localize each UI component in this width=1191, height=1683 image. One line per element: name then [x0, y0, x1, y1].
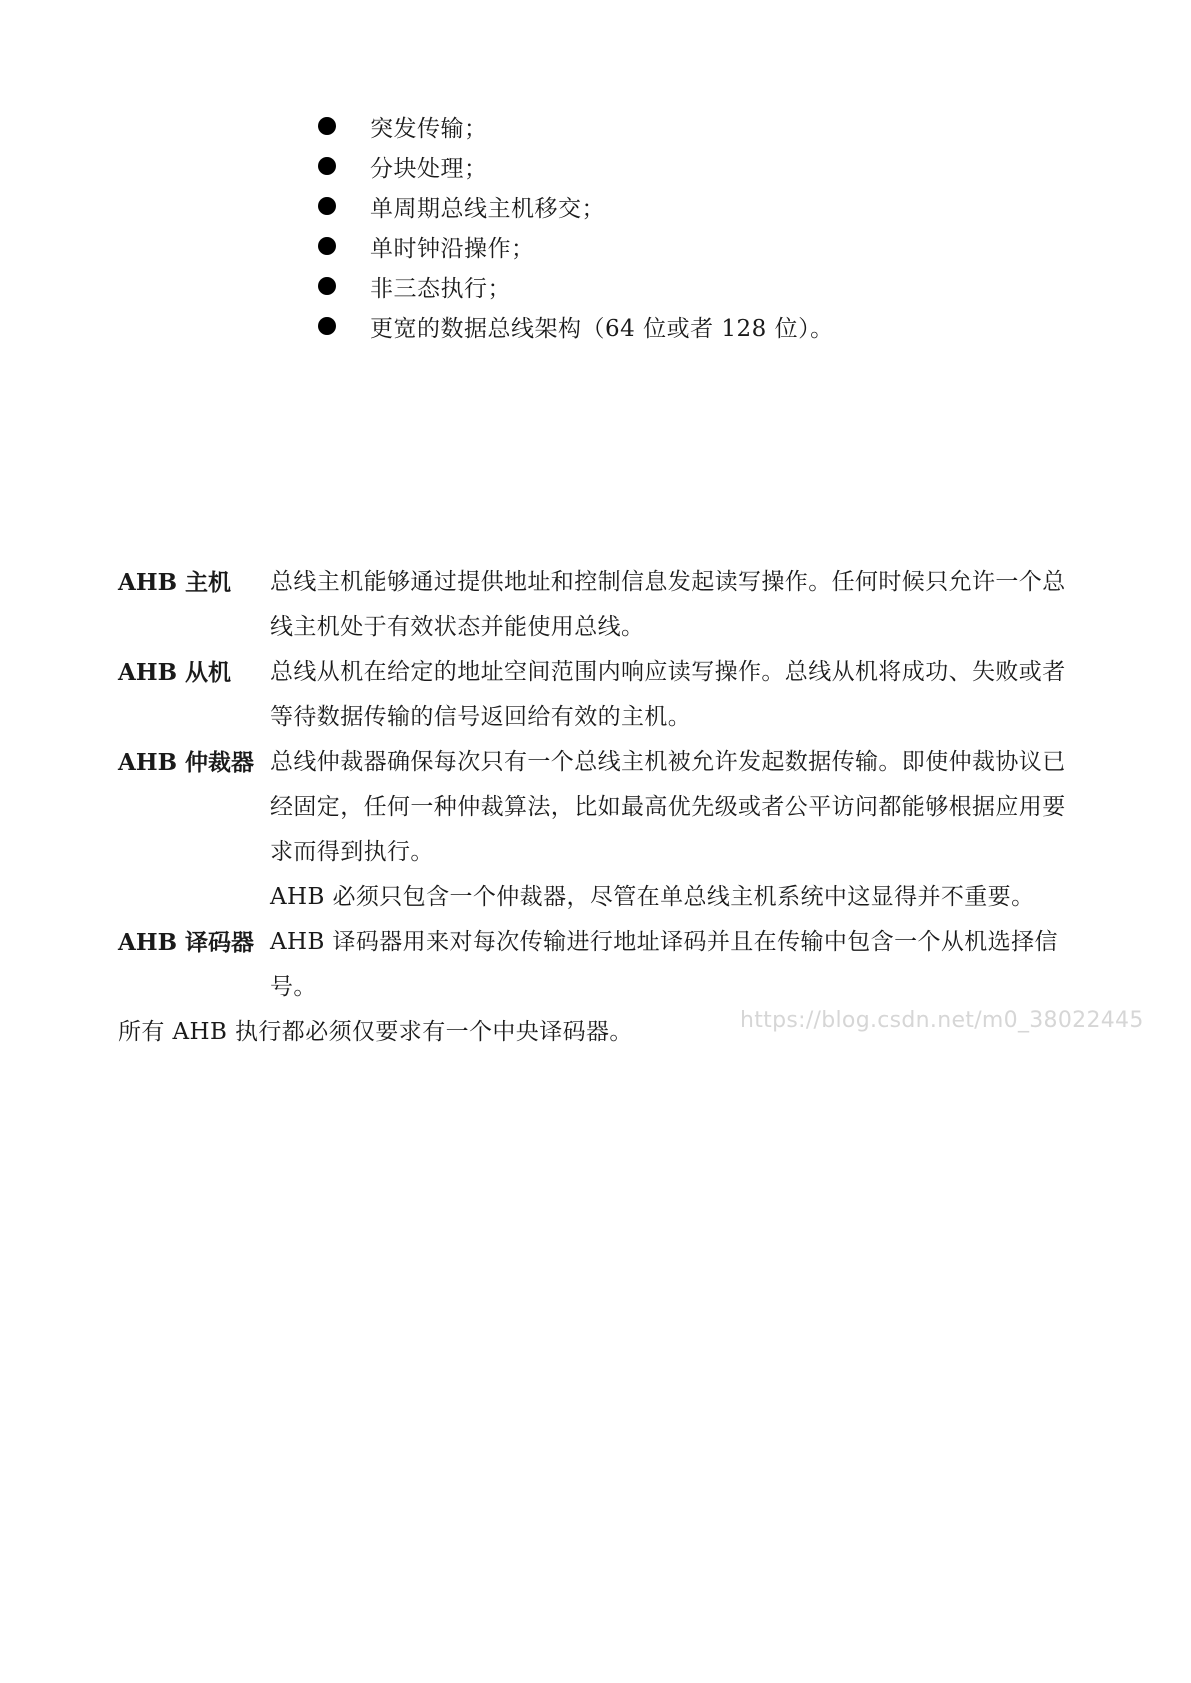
bullet-dot-icon — [318, 117, 336, 135]
definition-description — [270, 560, 1078, 650]
definition-paragraph: 总线仲裁器确保每次只有一个总线主机被允许发起数据传输。即使仲裁协议已经固定，任何一种仲裁算法，比如最高优先级或者公平访问都能够根据应用要求而得到执行。 — [270, 749, 1066, 865]
bullet-dot-icon — [318, 277, 336, 295]
bullet-dot-icon — [318, 237, 336, 255]
bullet-text: 分块处理； — [370, 155, 488, 182]
bullet-text: 突发传输； — [370, 115, 488, 142]
bullet-dot-icon — [318, 157, 336, 175]
bullet-item — [318, 106, 834, 146]
definition-paragraph: 总线从机在给定的地址空间范围内响应读写操作。总线从机将成功、失败或者等待数据传输的信号返回给有效的主机。 — [270, 659, 1066, 730]
definition-term: AHB 从机 — [118, 659, 232, 686]
bullet-text: 单时钟沿操作； — [370, 235, 535, 262]
definition-term: AHB 译码器 — [118, 929, 255, 956]
bullet-item — [318, 226, 834, 266]
bullet-dot-icon — [318, 317, 336, 335]
definition-description — [270, 650, 1078, 740]
bullet-text: 更宽的数据总线架构（64 位或者 128 位）。 — [370, 315, 834, 342]
bullet-text: 非三态执行； — [370, 275, 511, 302]
bullet-item — [318, 186, 834, 226]
definition-description — [270, 920, 1078, 1010]
bullet-item — [318, 266, 834, 306]
closing-statement: 所有 AHB 执行都必须仅要求有一个中央译码器。 — [118, 1019, 633, 1045]
definition-ahb-slave — [118, 650, 1078, 740]
definition-description — [270, 740, 1078, 920]
component-definitions — [118, 560, 1078, 1055]
watermark-url: https://blog.csdn.net/m0_38022445 — [740, 1008, 1144, 1033]
definition-ahb-decoder — [118, 920, 1078, 1010]
bullet-item — [318, 306, 834, 346]
feature-bullet-list — [318, 106, 834, 346]
definition-ahb-arbiter — [118, 740, 1078, 920]
bullet-item — [318, 146, 834, 186]
definition-paragraph: AHB 必须只包含一个仲裁器，尽管在单总线主机系统中这显得并不重要。 — [270, 884, 1035, 910]
bullet-dot-icon — [318, 197, 336, 215]
definition-term: AHB 仲裁器 — [118, 749, 255, 776]
definition-paragraph: AHB 译码器用来对每次传输进行地址译码并且在传输中包含一个从机选择信号。 — [270, 929, 1058, 1000]
definition-ahb-master — [118, 560, 1078, 650]
definition-term: AHB 主机 — [118, 569, 232, 596]
bullet-text: 单周期总线主机移交； — [370, 195, 605, 222]
definition-paragraph: 总线主机能够通过提供地址和控制信息发起读写操作。任何时候只允许一个总线主机处于有效状态并能使用总线。 — [270, 569, 1066, 640]
